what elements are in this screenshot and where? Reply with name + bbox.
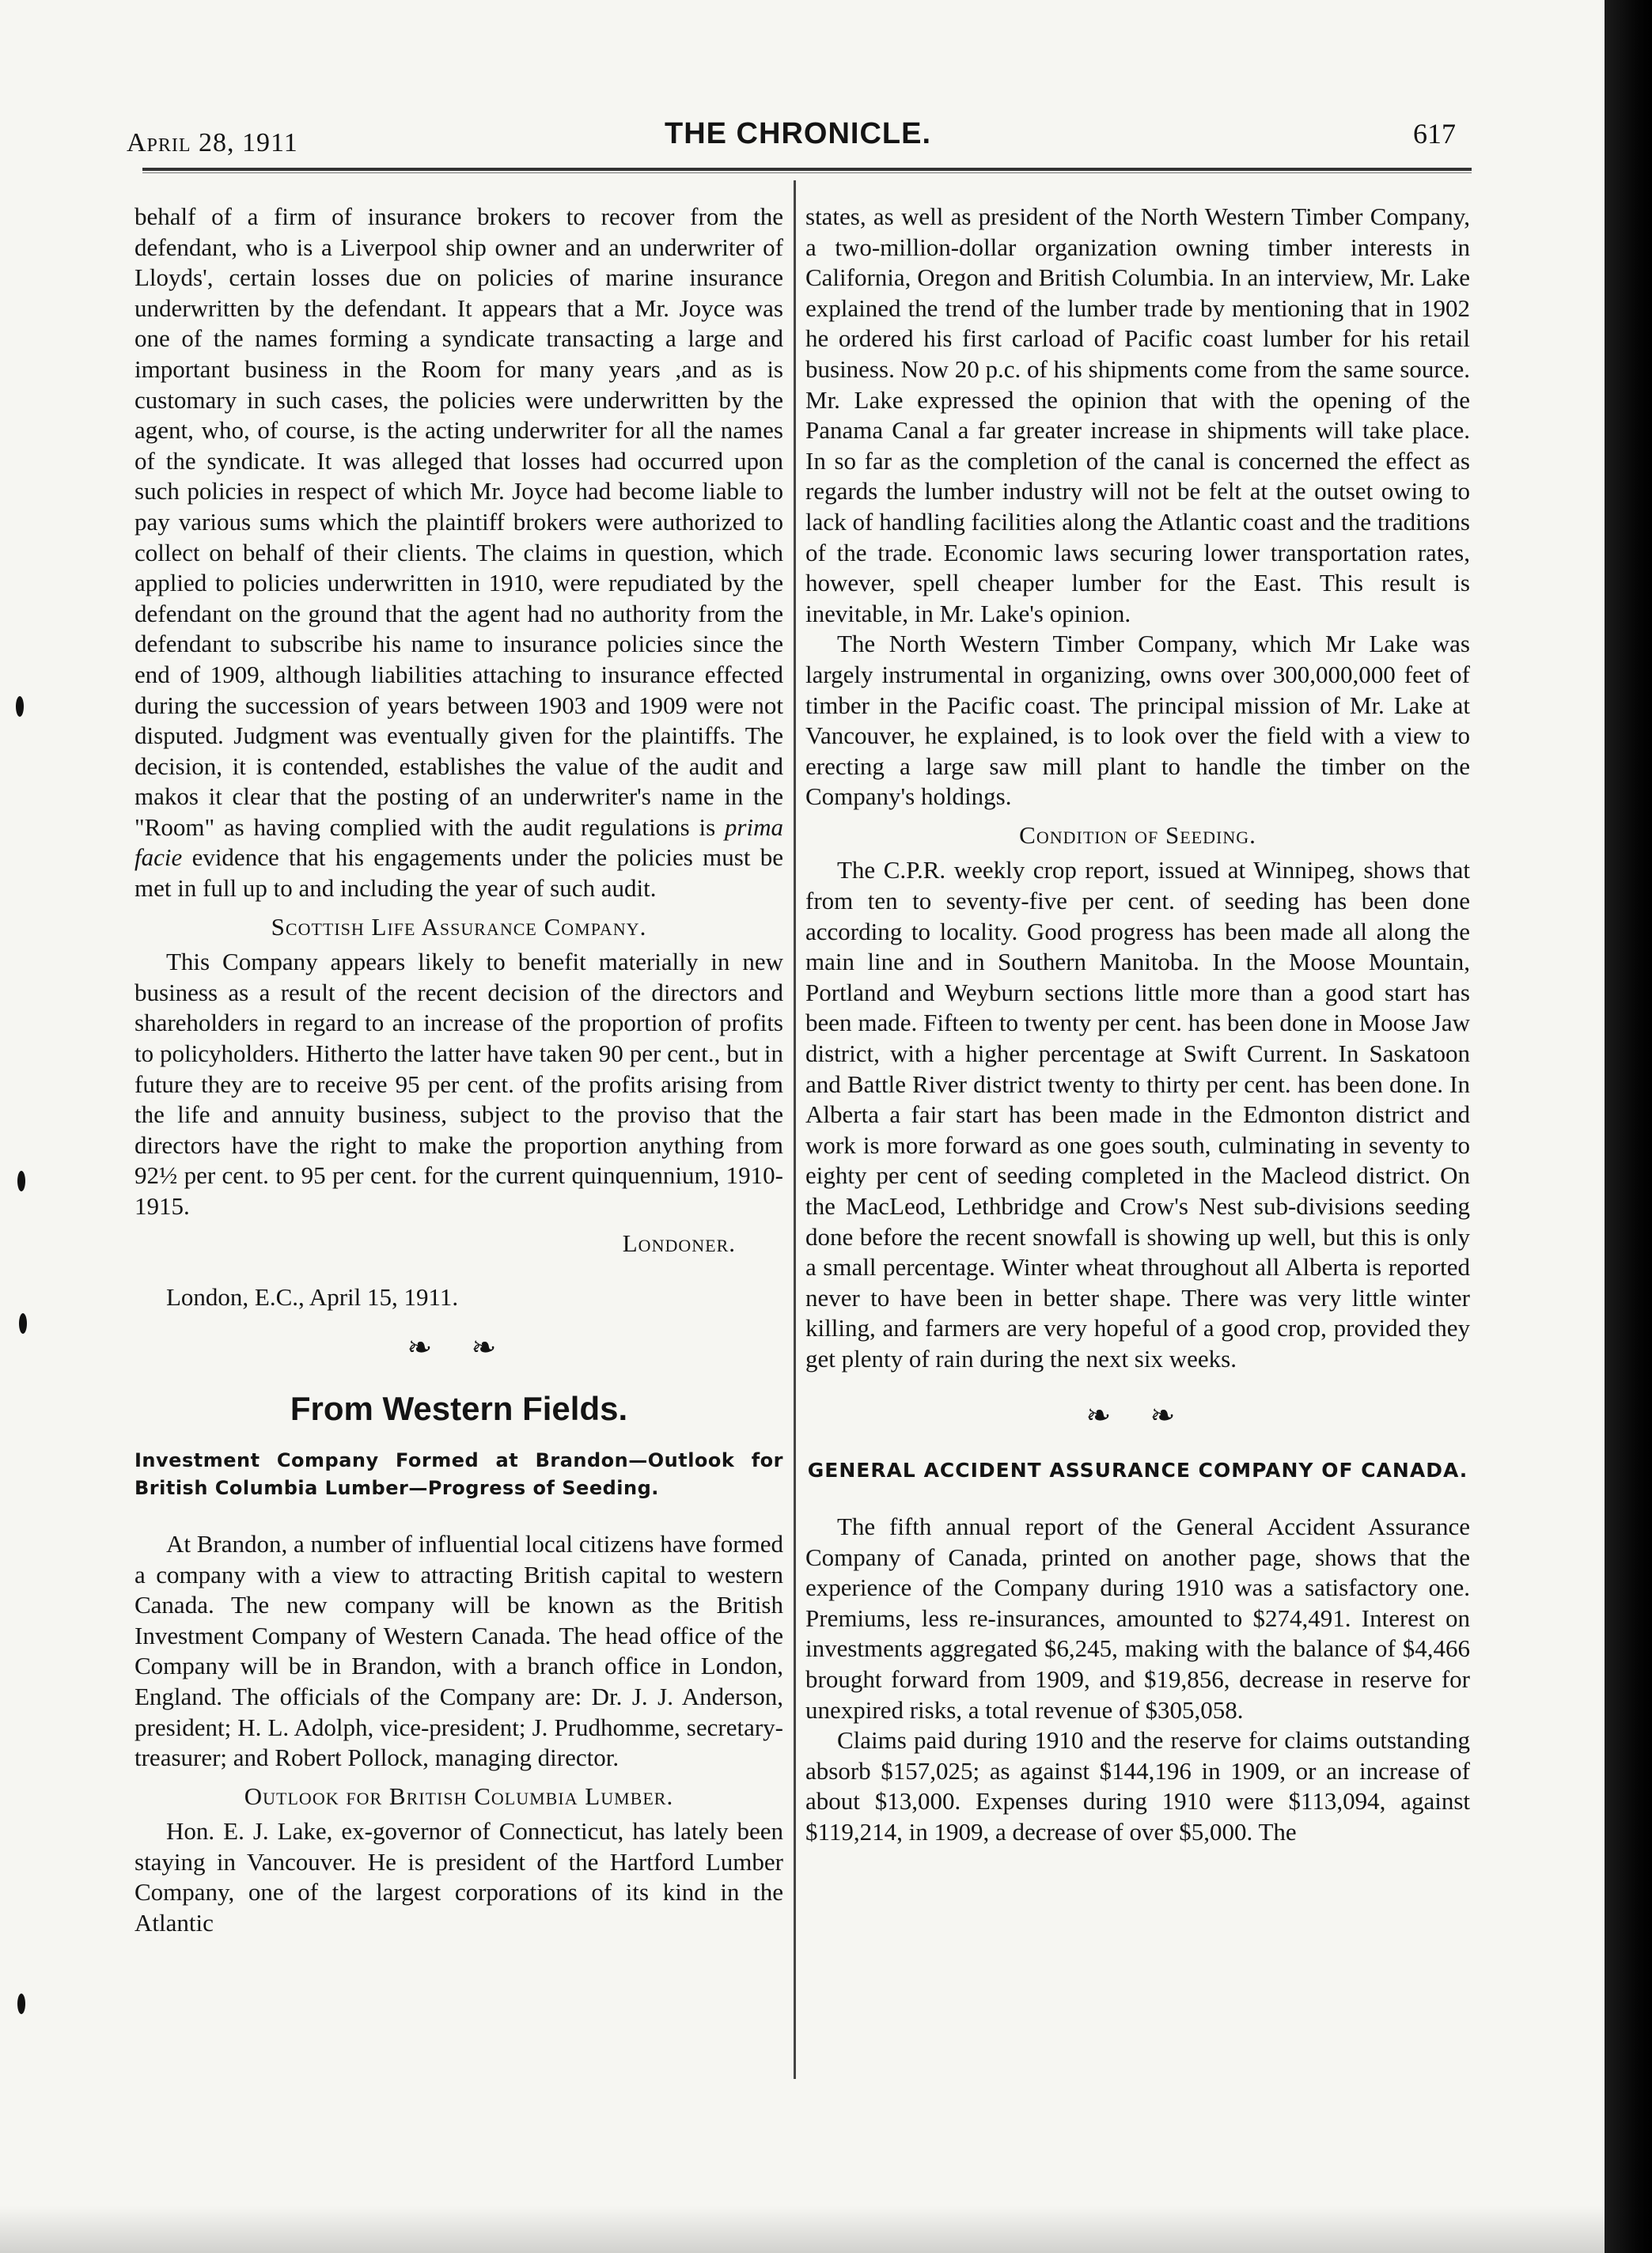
article-headline: From Western Fields. [290,1390,628,1428]
author-signoff: Londoner. [622,1229,736,1257]
article-paragraph: states, as well as president of the North Western Timber Company, a two-million-dollar organization owning timber interests in California, Oregon and British Columbia. In an interview, Mr. Lake explained the trend of the lumber trade by mentioning that in 1902 he ordered his first carload of Pacific coast lumber for his retail business. Now 20 p.c. of his shipments come from the same source. Mr. Lake expressed the opinion that with the opening of the Panama Canal a far greater increase in shipments will take place. In so far as the completion of the canal is concerned the effect as regards the lumber industry will not be felt at the outset owing to lack of handling facilities along the Atlantic coast and the traditions of the trade. Economic laws securing lower transportation rates, however, spell cheaper lumber for the East. This result is inevitable, in Mr. Lake's opinion. [805,203,1470,627]
article-paragraph: Claims paid during 1910 and the reserve for claims outstanding absorb $157,025; as against $144,196 in 1909, or an increase of about $13,000. Expenses during 1910 were $113,094, against $119,214, in 1909, a decrease of over $5,000. The [805,1726,1470,1846]
issue-date: April 28, 1911 [127,128,298,157]
ornament-divider: ❧ ❧ [1086,1397,1190,1433]
article-paragraph: This Company appears likely to benefit materially in new business as a result of the recent decision of the directors and shareholders in regard to an increase of the proportion of profits to policyholders. Hitherto the latter have taken 90 per cent., but in future they are to receive 95 per cent. of the profits arising from the life and annuity business, subject to the proviso that the directors have the right to make the proportion anything from 92½ per cent. to 95 per cent. for the current quinquennium, 1910-1915. [135,948,783,1220]
paragraph-text: behalf of a firm of insurance brokers to recover from the defendant, who is a Liverpool ship owner and an underwriter of Lloyds', certain losses due on policies of marine insurance underwritten by the defendant. It appears that a Mr. Joyce was one of the names forming a syndicate transacting a large and important business in the Room for many years ,and as is customary in such cases, the policies were underwritten by the agent, who, of course, is the acting underwriter for all the names of the syndicate. It was alleged that losses had occurred upon such policies in respect of which Mr. Joyce had become liable to pay various sums which the plaintiff brokers were authorized to collect on behalf of their clients. The claims in question, which applied to policies underwritten in 1910, were repudiated by the defendant on the ground that the agent had no authority from the defendant to subscribe his name to insurance policies since the end of 1909, although liabilities attaching to insurance effected during the succession of years between 1903 and 1909 were not disputed. Judgment was eventually given for the plaintiffs. The decision, it is contended, establishes the value of the audit and makos it clear that the posting of an underwriter's name in the "Room" as having complied with the audit regulations is [135,203,783,841]
article-paragraph: The North Western Timber Company, which Mr Lake was largely instrumental in organizing, owns over 300,000,000 feet of timber in the Pacific coast. The principal mission of Mr. Lake at Vancouver, he explained, is to look over the field with a view to erecting a large saw mill plant to handle the timber on the Company's holdings. [805,630,1470,811]
article-paragraph: The fifth annual report of the General Accident Assurance Company of Canada, printed on another page, shows that the experience of the Company during 1910 was a satisfactory one. Premiums, less re-insurances, amounted to $274,491. Interest on investments aggregated $6,245, making with the balance of $4,466 brought forward from 1909, and $19,856, decrease in reserve for unexpired risks, a total revenue of $305,058. [805,1513,1470,1724]
section-heading: Condition of Seeding. [1019,820,1256,849]
scan-shadow [0,2206,1605,2253]
article-headline: GENERAL ACCIDENT ASSURANCE COMPANY OF CANADA. [807,1458,1468,1482]
article-deck: Investment Company Formed at Brandon—Outlook for British Columbia Lumber—Progress of Seeding. [135,1449,783,1500]
punch-hole-mark [17,1171,25,1191]
left-column [135,202,783,1939]
article-paragraph: Hon. E. J. Lake, ex-governor of Connecticut, has lately been staying in Vancouver. He is president of the Hartford Lumber Company, one of the largest corporations of its kind in the Atlantic [135,1817,783,1937]
punch-hole-mark [16,696,24,717]
header-rule [142,168,1472,171]
right-column [805,202,1470,1848]
page-number: 617 [1413,118,1456,150]
article-paragraph: The C.P.R. weekly crop report, issued at Winnipeg, shows that from ten to seventy-five per cent. of seeding has been done according to locality. Good progress has been made all along the main line and in Southern Manitoba. In the Moose Mountain, Portland and Weyburn sections little more than a good start has been made. Fifteen to twenty per cent. has been done in Moose Jaw district, with a higher percentage at Swift Current. In Saskatoon and Battle River district twenty to thirty per cent. has been done. In Alberta a fair start has been made in the Edmonton district and work is more forward as one goes south, culminating in seventy to eighty per cent of seeding completed in the Macleod district. On the MacLeod, Lethbridge and Crow's Nest sub-divisions seeding done before the recent snowfall is showing up well, but this is only a small percentage. Winter wheat throughout all Alberta is reported never to have been in better shape. There was very little winter killing, and farmers are very hopeful of a good crop, provided they get plenty of rain during the next six weeks. [805,856,1470,1373]
scan-border [1605,0,1652,2253]
article-paragraph: At Brandon, a number of influential local citizens have formed a company with a view to attracting British capital to western Canada. The new company will be known as the British Investment Company of Western Canada. The head office of the Company will be in Brandon, with a branch office in London, England. The officials of the Company are: Dr. J. J. Anderson, president; H. L. Adolph, vice-president; J. Prudhomme, secretary-treasurer; and Robert Pollock, managing director. [135,1529,783,1772]
section-heading: Outlook for British Columbia Lumber. [244,1782,674,1810]
spacer [805,1375,1470,1388]
punch-hole-mark [17,1994,25,2014]
header-rule-thin [142,172,1472,173]
publication-title: THE CHRONICLE. [665,117,931,150]
page-header [127,117,1456,165]
dateline: London, E.C., April 15, 1911. [166,1283,459,1312]
article-paragraph [135,202,783,904]
paragraph-text: evidence that his engagements under the policies must be met in full up to and including the year of such audit. [135,843,784,903]
ornament-divider: ❧ ❧ [407,1329,511,1365]
italic-phrase: prima facie [135,812,783,872]
section-heading: Scottish Life Assurance Company. [271,912,647,941]
punch-hole-mark [19,1313,27,1334]
column-divider [794,180,796,2079]
